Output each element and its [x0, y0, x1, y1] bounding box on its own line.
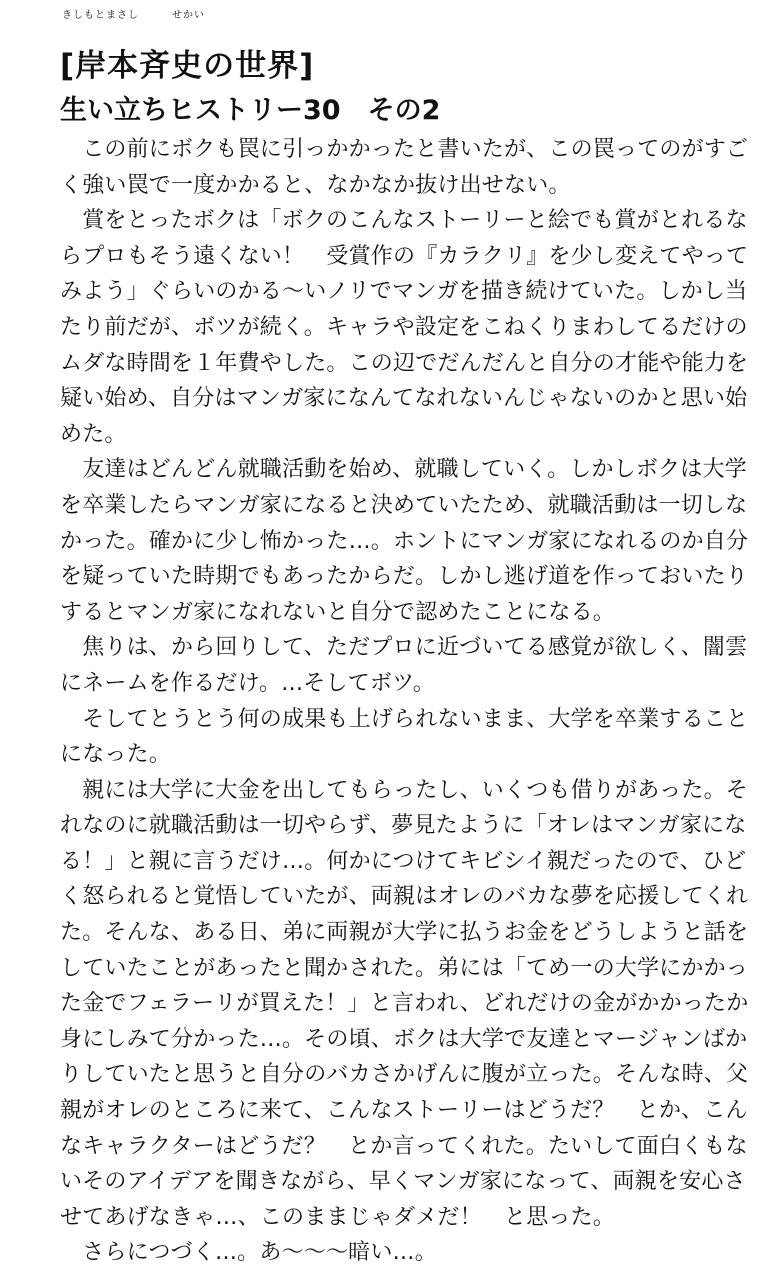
- body-line: れなのに就職活動は一切やらず、夢見たように「オレはマンガ家にな: [60, 813, 747, 839]
- body-line: 身にしみて分かった…。その頃、ボクは大学で友達とマージャンばか: [60, 1026, 748, 1052]
- body-line: を卒業したらマンガ家になると決めていたため、就職活動は一切しな: [60, 492, 748, 518]
- essay-body: [60, 132, 760, 1271]
- body-line: になった。: [60, 742, 172, 768]
- body-line: る！」と親に言うだけ…。何かにつけてキビシイ親だったので、ひど: [60, 848, 747, 874]
- body-line: この前にボクも罠に引っかかったと書いたが、この罠ってのがすご: [60, 137, 749, 162]
- body-line: めた。: [60, 421, 127, 447]
- series-title-ruby: きしもとまさし せかい: [62, 10, 205, 21]
- episode-title: 生い立ちヒストリー30 その2: [60, 95, 441, 126]
- body-line: さらにつづく…。あ〜〜〜暗い…。: [60, 1240, 437, 1266]
- body-line: りしていたと思うと自分のバカさかげんに腹が立った。そんな時、父: [60, 1062, 749, 1088]
- body-line: を疑っていた時期でもあったからだ。しかし逃げ道を作っておいたり: [60, 564, 748, 590]
- body-line: 焦りは、から回りして、ただプロに近づいてる感覚が欲しく、闇雲: [60, 635, 748, 661]
- body-line: なキャラクターはどうだ？ とか言ってくれた。たいして面白くもな: [60, 1133, 748, 1159]
- body-line: たり前だが、ボツが続く。キャラや設定をこねくりまわしてるだけの: [60, 314, 748, 340]
- body-line: にネームを作るだけ。…そしてボツ。: [60, 670, 435, 696]
- body-line: していたことがあったと聞かされた。弟には「てめ一の大学にかかっ: [60, 955, 748, 981]
- body-line: するとマンガ家になれないと自分で認めたことになる。: [60, 599, 616, 625]
- body-line: く怒られると覚悟していたが、両親はオレのバカな夢を応援してくれ: [60, 884, 749, 910]
- body-line: かった。確かに少し怖かった…。ホントにマンガ家になれるのか自分: [60, 528, 749, 554]
- body-line: 親がオレのところに来て、こんなストーリーはどうだ？ とか、こん: [60, 1098, 748, 1124]
- series-title: [岸本斉史の世界]: [60, 48, 315, 84]
- body-line: せてあげなきゃ…、このままじゃダメだ！ と思った。: [60, 1204, 616, 1230]
- body-line: みよう」ぐらいのかる〜いノリでマンガを描き続けていた。しかし当: [60, 279, 748, 305]
- body-line: 親には大学に大金を出してもらったし、いくつも借りがあった。そ: [60, 777, 748, 803]
- body-line: た。そんな、ある日、弟に両親が大学に払うお金をどうしようと話を: [60, 920, 749, 946]
- body-line: そしてとうとう何の成果も上げられないまま、大学を卒業すること: [60, 706, 749, 732]
- body-line: いそのアイデアを聞きながら、早くマンガ家になって、両親を安心さ: [60, 1169, 746, 1195]
- body-line: た金でフェラーリが買えた！」と言われ、どれだけの金がかかったか: [60, 991, 749, 1017]
- body-line: く強い罠で一度かかると、なかなか抜け出せない。: [60, 172, 571, 198]
- body-line: 疑い始め、自分はマンガ家になんてなれないんじゃないのかと思い始: [60, 386, 748, 412]
- body-line: ムダな時間を１年費やした。この辺でだんだんと自分の才能や能力を: [60, 350, 749, 376]
- body-line: らプロもそう遠くない！ 受賞作の『カラクリ』を少し変えてやって: [60, 243, 749, 269]
- body-line: 友達はどんどん就職活動を始め、就職していく。しかしボクは大学: [60, 457, 747, 483]
- body-line: 賞をとったボクは「ボクのこんなストーリーと絵でも賞がとれるな: [60, 208, 748, 234]
